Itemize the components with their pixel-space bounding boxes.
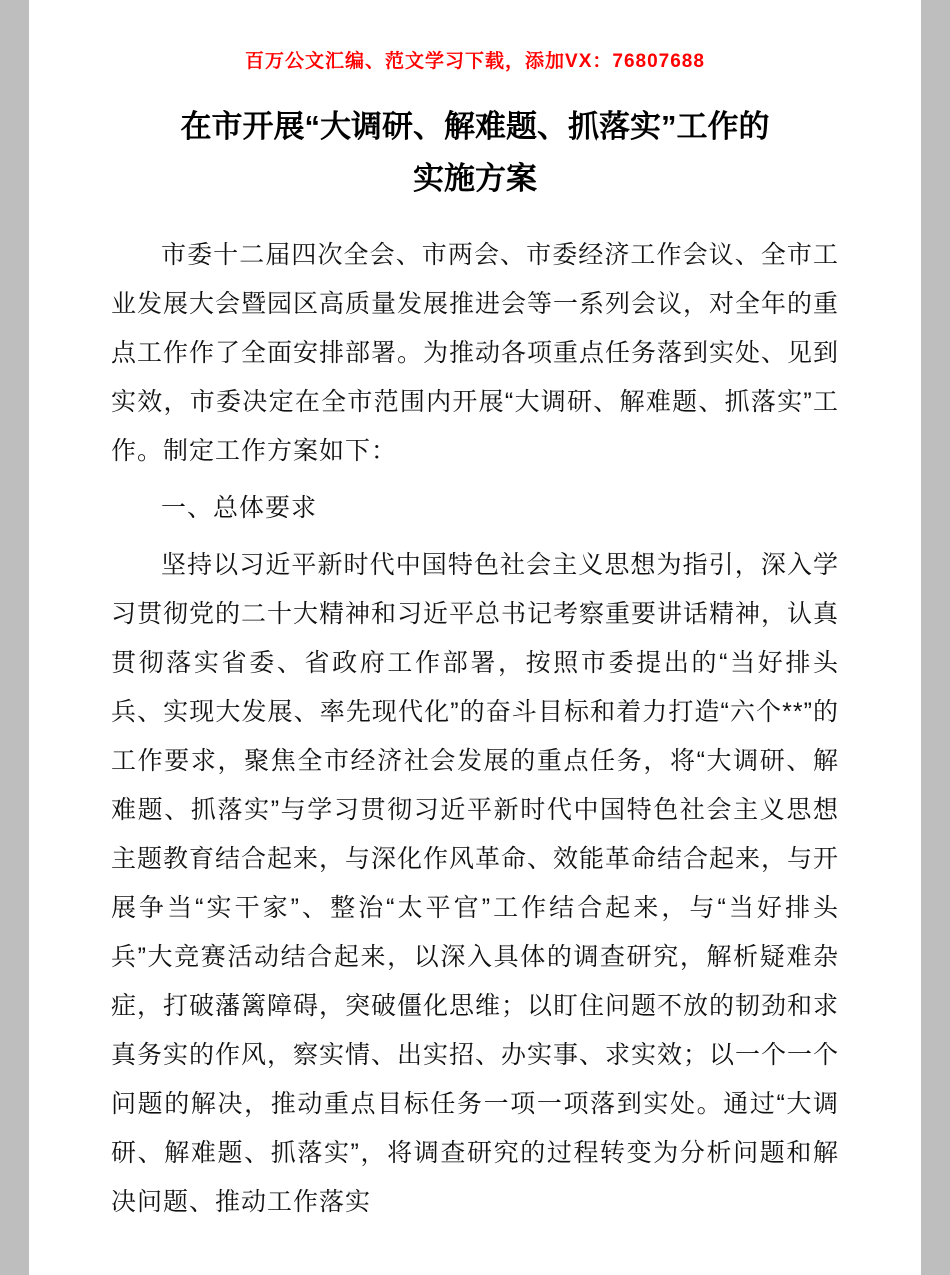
document-title-line-1: 在市开展“大调研、解难题、抓落实”工作的 (180, 109, 770, 144)
section-heading-1: 一、总体要求 (161, 494, 318, 522)
document-title (111, 101, 839, 205)
paragraph-general-requirements: 坚持以习近平新时代中国特色社会主义思想为指引，深入学习贯彻党的二十大精神和习近平总书记考察重要讲话精神，认真贯彻落实省委、省政府工作部署，按照市委提出的“当好排头兵、实现大发展、率先现代化”的奋斗目标和着力打造“六个**”的工作要求，聚焦全市经济社会发展的重点任务，将“大调研、解难题、抓落实”与学习贯彻习近平新时代中国特色社会主义思想主题教育结合起来，与深化作风革命、效能革命结合起来，与开展争当“实干家”、整治“太平官”工作结合起来，与“当好排头兵”大竞赛活动结合起来，以深入具体的调查研究，解析疑难杂症，打破藩篱障碍，突破僵化思维；以盯住问题不放的韧劲和求真务实的作风，察实情、出实招、办实事、求实效；以一个一个问题的解决，推动重点目标任务一项一项落到实处。通过“大调研、解难题、抓落实”，将调查研究的过程转变为分析问题和解决问题、推动工作落实 (111, 551, 840, 1216)
paragraph-intro: 市委十二届四次全会、市两会、市委经济工作会议、全市工业发展大会暨园区高质量发展推进会等一系列会议，对全年的重点工作作了全面安排部署。为推动各项重点任务落到实处、见到实效，市委决定在全市范围内开展“大调研、解难题、抓落实”工作。制定工作方案如下： (111, 241, 840, 465)
document-body (111, 231, 839, 1227)
document-title-line-2: 实施方案 (413, 161, 537, 196)
document-page (29, 0, 921, 1275)
promo-watermark-text: 百万公文汇编、范文学习下载，添加VX：76807688 (245, 51, 705, 72)
